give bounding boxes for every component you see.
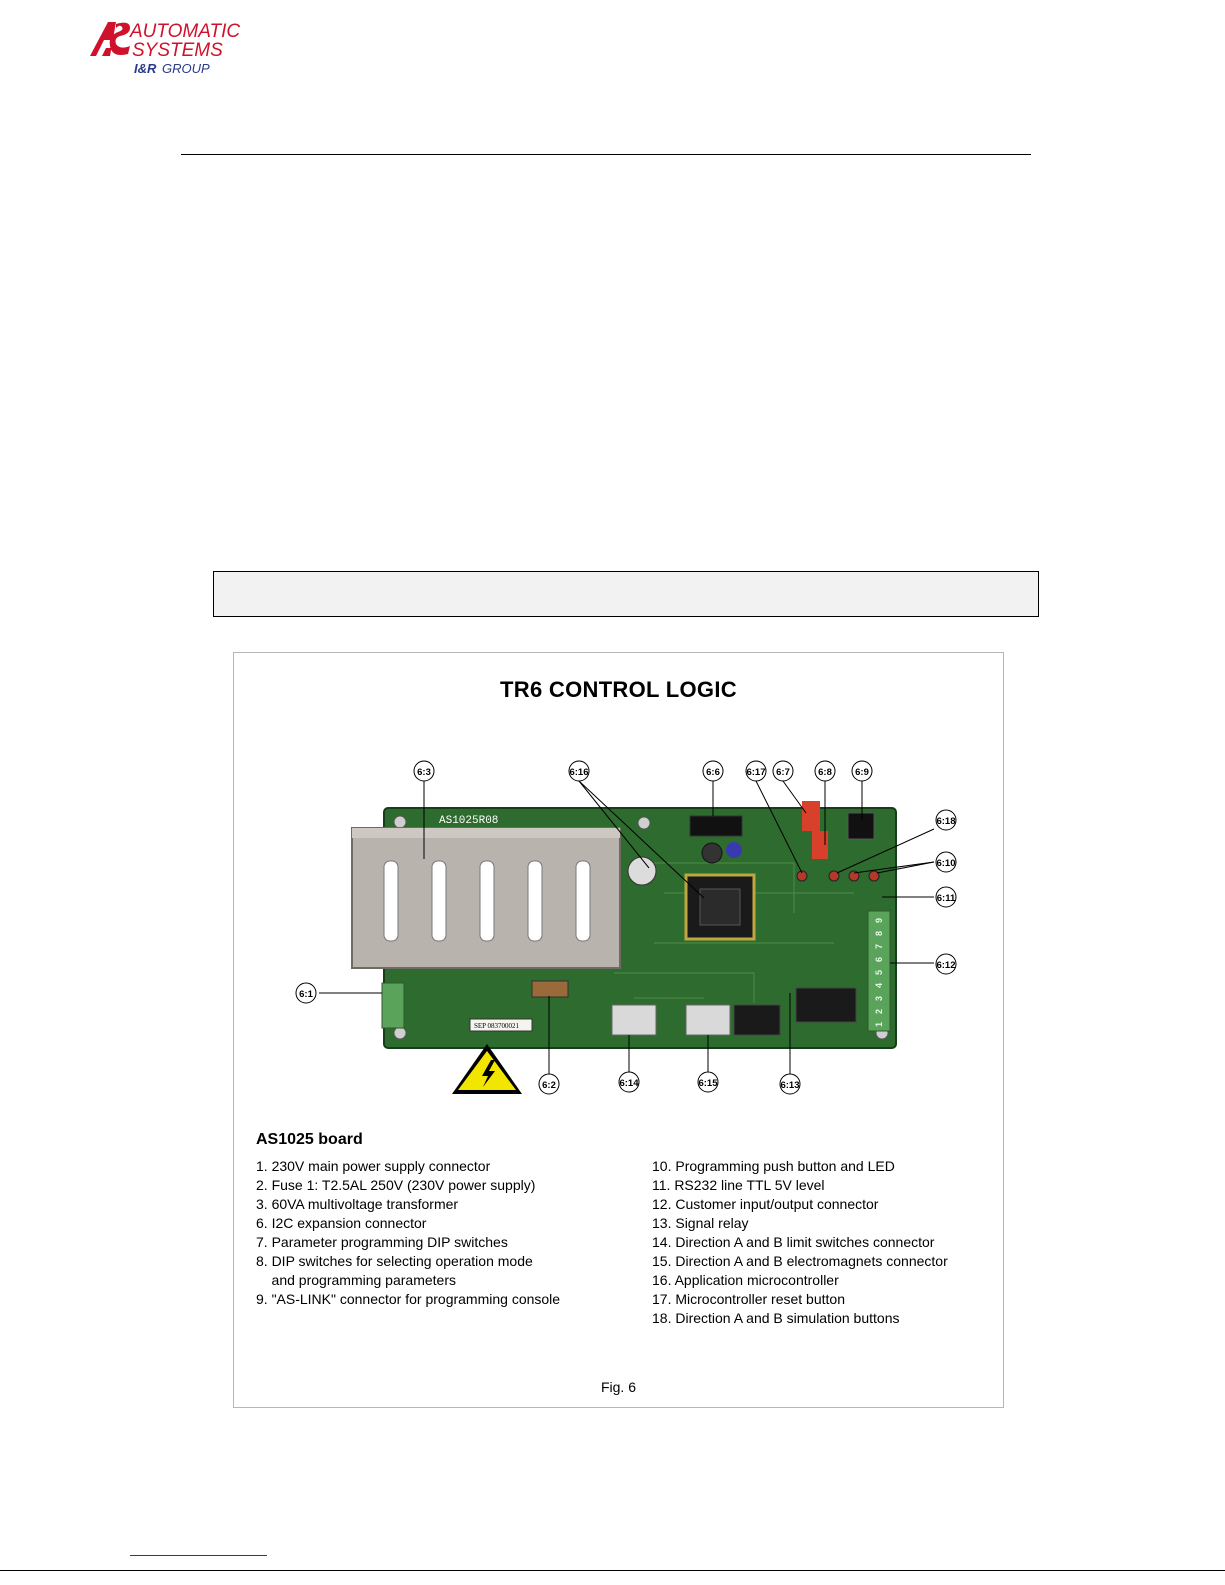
- svg-text:I&R: I&R: [134, 61, 157, 76]
- figure-frame: [233, 652, 1004, 1408]
- i2c-connector: [690, 816, 742, 836]
- limit-switch-connector: [612, 1005, 656, 1035]
- legend-item: 18. Direction A and B simulation buttons: [652, 1310, 900, 1326]
- legend-item: 17. Microcontroller reset button: [652, 1291, 845, 1307]
- legend-item: 16. Application microcontroller: [652, 1272, 839, 1288]
- callout-label: 6:8: [818, 767, 832, 778]
- callout-label: 6:7: [776, 767, 790, 778]
- legend-item: 14. Direction A and B limit switches connector: [652, 1234, 935, 1250]
- signal-relay: [796, 988, 856, 1022]
- legend-item: 6. I2C expansion connector: [256, 1215, 427, 1231]
- callout-label: 6:18: [936, 816, 956, 827]
- callout-label: 6:6: [706, 767, 720, 778]
- board-marking: AS1025R08: [439, 815, 499, 827]
- callout-label: 6:15: [698, 1078, 718, 1089]
- fuse: [532, 981, 568, 997]
- legend-item: 15. Direction A and B electromagnets connector: [652, 1253, 948, 1269]
- legend-item: 1. 230V main power supply connector: [256, 1158, 491, 1174]
- terminal-number: 1: [874, 1021, 884, 1027]
- high-voltage-warning-icon: [452, 1044, 522, 1094]
- board-heading: AS1025 board: [256, 1131, 363, 1148]
- legend-item: 8. DIP switches for selecting operation mode: [256, 1253, 533, 1269]
- terminal-number: 7: [874, 943, 884, 949]
- callout-label: 6:2: [542, 1080, 556, 1091]
- terminal-number: 9: [874, 917, 884, 923]
- legend-right: [652, 1157, 992, 1328]
- legend-item: 10. Programming push button and LED: [652, 1158, 895, 1174]
- callout-label: 6:14: [619, 1078, 639, 1089]
- figure-title: TR6 CONTROL LOGIC: [500, 677, 737, 702]
- logo-line-2: SYSTEMS: [132, 40, 223, 61]
- electromagnet-connector: [686, 1005, 730, 1035]
- logo-line-3: GROUP: [162, 61, 210, 76]
- legend-item: 13. Signal relay: [652, 1215, 749, 1231]
- legend-item: 11. RS232 line TTL 5V level: [652, 1177, 825, 1193]
- callout-label: 6:13: [780, 1080, 800, 1091]
- footer-rule: [0, 1570, 1225, 1571]
- legend-item: and programming parameters: [256, 1272, 456, 1288]
- legend-item: 2. Fuse 1: T2.5AL 250V (230V power supply): [256, 1177, 536, 1193]
- header-rule: [181, 154, 1031, 155]
- callout-label: 6:16: [569, 767, 589, 778]
- callout-label: 6:11: [936, 893, 956, 904]
- terminal-number: 6: [874, 956, 884, 962]
- logo-line-1: AUTOMATIC: [130, 21, 241, 42]
- legend-item: 7. Parameter programming DIP switches: [256, 1234, 508, 1250]
- figure-caption: Fig. 6: [600, 1379, 636, 1395]
- callout-label: 6:10: [936, 858, 956, 869]
- callout-label: 6:3: [417, 767, 431, 778]
- terminal-number: 3: [874, 995, 884, 1001]
- terminal-number: 5: [874, 969, 884, 975]
- company-logo: [86, 18, 286, 80]
- power-connector: [382, 983, 404, 1028]
- callout-label: 6:17: [746, 767, 766, 778]
- terminal-number: 2: [874, 1008, 884, 1014]
- notice-box: [213, 571, 1039, 617]
- legend-left: [256, 1157, 636, 1309]
- legend-item: 3. 60VA multivoltage transformer: [256, 1196, 459, 1212]
- legend-item: 12. Customer input/output connector: [652, 1196, 879, 1212]
- footer-link[interactable]: [130, 1555, 267, 1556]
- legend-item: 9. "AS-LINK" connector for programming console: [256, 1291, 561, 1307]
- terminal-number: 8: [874, 930, 884, 936]
- callout-label: 6:12: [936, 960, 956, 971]
- callout-label: 6:1: [299, 989, 313, 1000]
- board-illustration: [234, 653, 1005, 1123]
- terminal-number: 4: [874, 982, 884, 988]
- callout-label: 6:9: [855, 767, 869, 778]
- serial-label: SEP 083700021: [474, 1022, 520, 1030]
